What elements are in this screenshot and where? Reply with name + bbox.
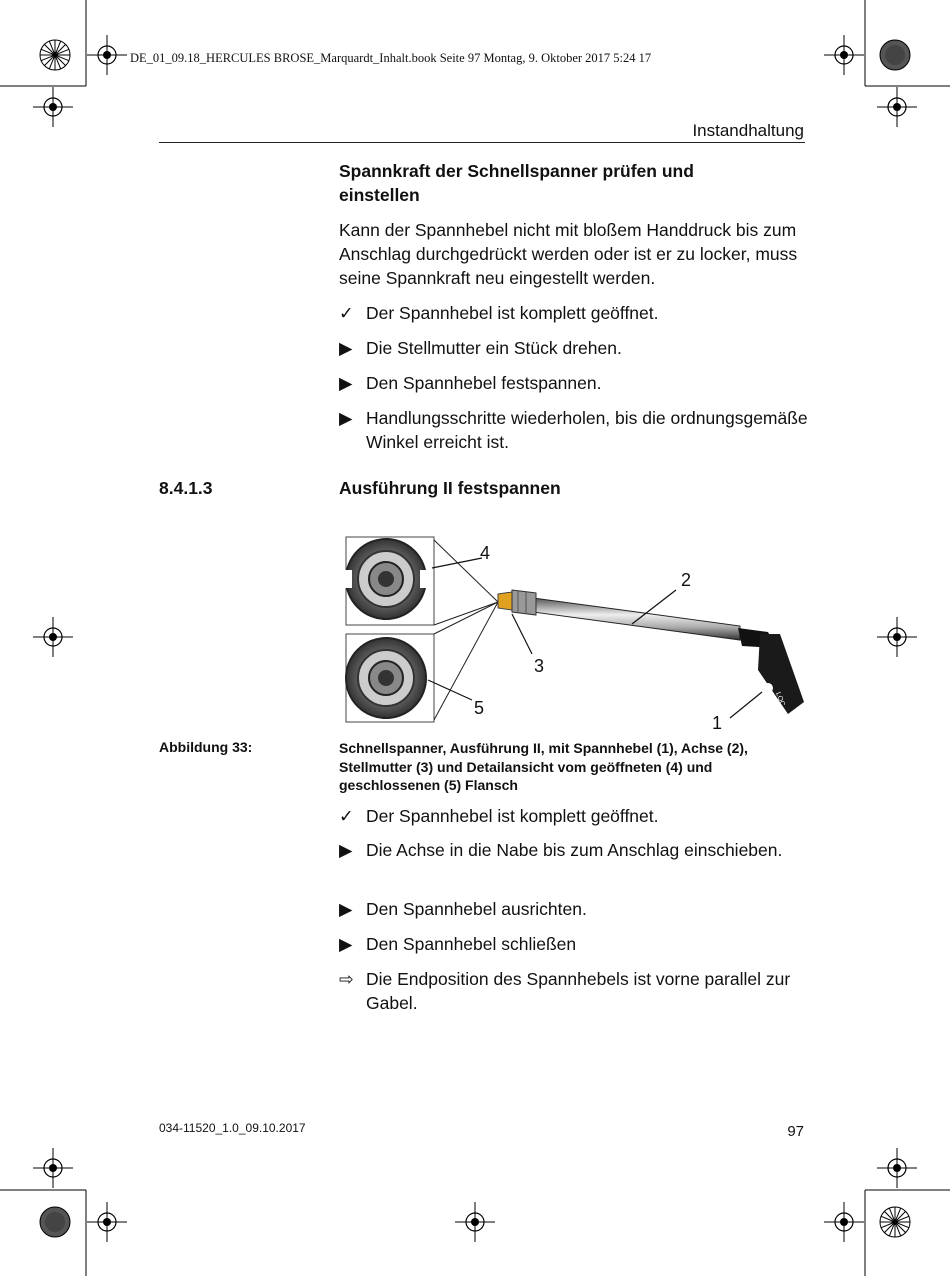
list-item (339, 804, 809, 828)
axle (533, 598, 740, 640)
header-rule (159, 142, 805, 143)
list-item-text: Die Achse in die Nabe bis zum Anschlag einschieben. (366, 840, 783, 860)
clamping-lever (738, 628, 804, 714)
triangle-bullet-icon: ▶ (339, 408, 353, 428)
figure-caption: Schnellspanner, Ausführung II, mit Spannhebel (1), Achse (2), Stellmutter (3) und Detailansicht vom geöffneten (4) und geschlossenen (5) Flansch (339, 740, 748, 793)
list-item-text: Der Spannhebel ist komplett geöffnet. (366, 806, 659, 826)
section-heading: Spannkraft der Schnellspanner prüfen und einstellen (339, 161, 694, 205)
list-item (339, 301, 809, 325)
callout-3: 3 (534, 656, 545, 676)
list-item (339, 838, 809, 862)
subsection-number: 8.4.1.3 (159, 478, 213, 498)
list-item-text: Die Stellmutter ein Stück drehen. (366, 338, 622, 358)
adjusting-nut (498, 590, 536, 615)
section-paragraph: Kann der Spannhebel nicht mit bloßem Handdruck bis zum Anschlag durchgedrückt werden oder ist er zu locker, muss seine Spannkraft neu eingestellt werden. (339, 220, 798, 288)
triangle-bullet-icon: ▶ (339, 338, 353, 358)
triangle-bullet-icon: ▶ (339, 934, 353, 954)
list-item-text: Den Spannhebel ausrichten. (366, 899, 587, 919)
result-arrow-icon: ⇨ (339, 969, 354, 989)
checkmark-icon: ✓ (339, 806, 354, 826)
list-item (339, 371, 809, 395)
checkmark-icon: ✓ (339, 303, 354, 323)
callout-4: 4 (480, 543, 491, 563)
lever-brand-text: LOC (774, 691, 786, 708)
detail-closed-flange (346, 634, 434, 722)
triangle-bullet-icon: ▶ (339, 899, 353, 919)
list-item (339, 967, 809, 1015)
callout-1: 1 (712, 713, 723, 733)
page-number: 97 (787, 1123, 804, 1140)
list-item-text: Den Spannhebel festspannen. (366, 373, 602, 393)
triangle-bullet-icon: ▶ (339, 840, 353, 860)
subsection-title: Ausführung II festspannen (339, 478, 561, 498)
list-item (339, 932, 809, 956)
list-item (339, 897, 809, 921)
list-item-text: Handlungsschritte wiederholen, bis die ordnungsgemäße Winkel erreicht ist. (366, 408, 808, 452)
list-item-text: Die Endposition des Spannhebels ist vorne parallel zur Gabel. (366, 969, 791, 1013)
footer-doc-id: 034-11520_1.0_09.10.2017 (159, 1121, 306, 1135)
callout-5: 5 (474, 698, 485, 718)
callout-2: 2 (681, 570, 692, 590)
list-item-text: Der Spannhebel ist komplett geöffnet. (366, 303, 659, 323)
detail-open-flange (342, 537, 434, 625)
list-item (339, 406, 809, 454)
print-info-line: DE_01_09.18_HERCULES BROSE_Marquardt_Inhalt.book Seite 97 Montag, 9. Oktober 2017 5:24 17 (130, 51, 652, 65)
figure-label: Abbildung 33: (159, 739, 253, 755)
header-title: Instandhaltung (692, 121, 804, 140)
list-item-text: Den Spannhebel schließen (366, 934, 577, 954)
quick-release-figure (340, 530, 820, 730)
triangle-bullet-icon: ▶ (339, 373, 353, 393)
list-item (339, 336, 809, 360)
